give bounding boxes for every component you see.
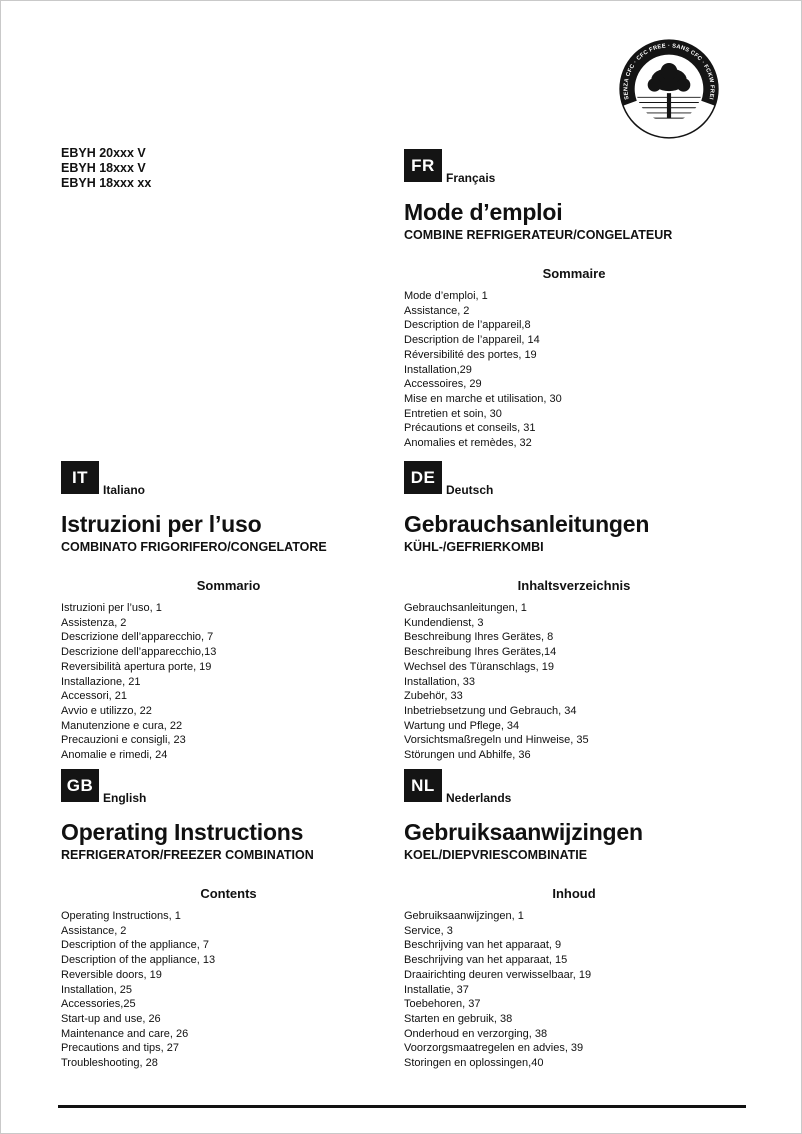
toc-item: Gebruiksaanwijzingen, 1 [404, 910, 524, 922]
toc-item: Operating Instructions, 1 [61, 910, 181, 922]
toc-item: Anomalie e rimedi, 24 [61, 749, 168, 762]
toc-item: Gebrauchsanleitungen, 1 [404, 602, 527, 614]
toc-item: Entretien et soin, 30 [404, 407, 502, 420]
gb-language-badge: GB [61, 769, 99, 802]
toc-item: Description de l’appareil,8 [404, 319, 531, 332]
toc-item: Reversible doors, 19 [61, 968, 162, 981]
section-subtitle: COMBINATO FRIGORIFERO/CONGELATORE [61, 540, 327, 554]
de-language-badge: DE [404, 461, 442, 494]
language-badge-row [61, 461, 396, 497]
toc-header: Inhoud [552, 886, 596, 901]
toc-list [61, 909, 396, 1071]
language-label: Français [446, 171, 496, 185]
toc-item: Starten en gebruik, 38 [404, 1012, 513, 1025]
toc-item: Beschrijving van het apparaat, 15 [404, 954, 568, 967]
section-subtitle: KOEL/DIEPVRIESCOMBINATIE [404, 848, 588, 862]
section-french [404, 149, 744, 451]
language-badge-row [404, 769, 744, 805]
toc-item: Anomalies et remèdes, 32 [404, 437, 532, 450]
toc-item: Störungen und Abhilfe, 36 [404, 749, 531, 762]
toc-item: Precautions and tips, 27 [61, 1042, 180, 1055]
model-number: EBYH 18xxx xx [61, 176, 152, 190]
section-title: Gebruiksaanwijzingen [404, 819, 643, 845]
toc-item: Start-up and use, 26 [61, 1012, 161, 1025]
toc-header: Sommario [196, 578, 261, 593]
toc-item: Installation, 25 [61, 983, 132, 996]
toc-item: Assistance, 2 [404, 304, 470, 317]
language-label: Italiano [103, 483, 146, 497]
toc-header: Inhaltsverzeichnis [517, 578, 631, 593]
language-label: Deutsch [446, 483, 494, 497]
toc-item: Voorzorgsmaatregelen en advies, 39 [404, 1042, 584, 1055]
toc-item: Wartung und Pflege, 34 [404, 719, 520, 732]
cfc-free-logo [617, 37, 721, 141]
toc-item: Accessoires, 29 [404, 378, 482, 391]
language-label: Nederlands [446, 791, 512, 805]
toc-item: Mise en marche et utilisation, 30 [404, 392, 562, 405]
toc-item: Zubehör, 33 [404, 690, 463, 703]
language-badge-row [404, 461, 744, 497]
fr-language-badge: FR [404, 149, 442, 182]
toc-item: Service, 3 [404, 924, 453, 937]
toc-item: Descrizione dell’apparecchio,13 [61, 646, 217, 659]
toc-item: Beschrijving van het apparaat, 9 [404, 939, 562, 952]
section-title: Mode d’emploi [404, 199, 563, 225]
toc-item: Description of the appliance, 13 [61, 954, 216, 967]
toc-item: Beschreibung Ihres Gerätes, 8 [404, 631, 554, 644]
language-label: English [103, 791, 147, 805]
toc-item: Description of the appliance, 7 [61, 939, 209, 952]
toc-item: Onderhoud en verzorging, 38 [404, 1027, 548, 1040]
toc-item: Avvio e utilizzo, 22 [61, 704, 152, 717]
logo-arc-text: SENZA CFC · CFC FREE · SANS CFC · FCKW FREI [623, 43, 715, 101]
toc-item: Descrizione dell’apparecchio, 7 [61, 631, 214, 644]
toc-item: Vorsichtsmaßregeln und Hinweise, 35 [404, 734, 589, 747]
toc-list [61, 601, 396, 763]
toc-list [404, 289, 744, 451]
model-number: EBYH 20xxx V [61, 146, 146, 160]
section-subtitle: REFRIGERATOR/FREEZER COMBINATION [61, 848, 314, 862]
section-italian [61, 461, 396, 763]
toc-item: Installation, 33 [404, 675, 475, 688]
toc-item: Kundendienst, 3 [404, 616, 484, 629]
section-subtitle: COMBINE REFRIGERATEUR/CONGELATEUR [404, 228, 673, 242]
toc-item: Storingen en oplossingen,40 [404, 1057, 544, 1070]
toc-item: Précautions et conseils, 31 [404, 422, 536, 435]
section-dutch [404, 769, 744, 1071]
toc-list [404, 601, 744, 763]
section-title: Operating Instructions [61, 819, 304, 845]
toc-item: Maintenance and care, 26 [61, 1027, 189, 1040]
toc-item: Wechsel des Türanschlags, 19 [404, 660, 555, 673]
toc-item: Troubleshooting, 28 [61, 1057, 158, 1070]
toc-item: Assistenza, 2 [61, 616, 127, 629]
toc-item: Beschreibung Ihres Gerätes,14 [404, 646, 557, 659]
toc-item: Precauzioni e consigli, 23 [61, 734, 186, 747]
toc-header: Sommaire [542, 266, 606, 281]
section-subtitle: KÜHL-/GEFRIERKOMBI [404, 540, 544, 554]
toc-item: Accessori, 21 [61, 690, 128, 703]
section-german [404, 461, 744, 763]
section-title: Istruzioni per l’uso [61, 511, 262, 537]
nl-language-badge: NL [404, 769, 442, 802]
toc-item: Toebehoren, 37 [404, 998, 481, 1011]
toc-item: Draairichting deuren verwisselbaar, 19 [404, 968, 592, 981]
toc-item: Réversibilité des portes, 19 [404, 348, 537, 361]
footer-rule [58, 1105, 746, 1108]
section-title: Gebrauchsanleitungen [404, 511, 650, 537]
toc-item: Installatie, 37 [404, 983, 469, 996]
toc-item: Manutenzione e cura, 22 [61, 719, 183, 732]
model-numbers [61, 146, 151, 191]
toc-item: Mode d’emploi, 1 [404, 290, 488, 302]
toc-item: Installazione, 21 [61, 675, 141, 688]
toc-item: Description de l’appareil, 14 [404, 334, 540, 347]
toc-item: Accessories,25 [61, 998, 136, 1011]
toc-item: Reversibilità apertura porte, 19 [61, 660, 212, 673]
toc-item: Assistance, 2 [61, 924, 127, 937]
language-badge-row [61, 769, 396, 805]
language-badge-row [404, 149, 744, 185]
toc-item: Installation,29 [404, 363, 472, 376]
toc-header: Contents [200, 886, 257, 901]
toc-item: Inbetriebsetzung und Gebrauch, 34 [404, 704, 577, 717]
toc-list [404, 909, 744, 1071]
section-english [61, 769, 396, 1071]
it-language-badge: IT [61, 461, 99, 494]
toc-item: Istruzioni per l’uso, 1 [61, 602, 162, 614]
model-number: EBYH 18xxx V [61, 161, 146, 175]
